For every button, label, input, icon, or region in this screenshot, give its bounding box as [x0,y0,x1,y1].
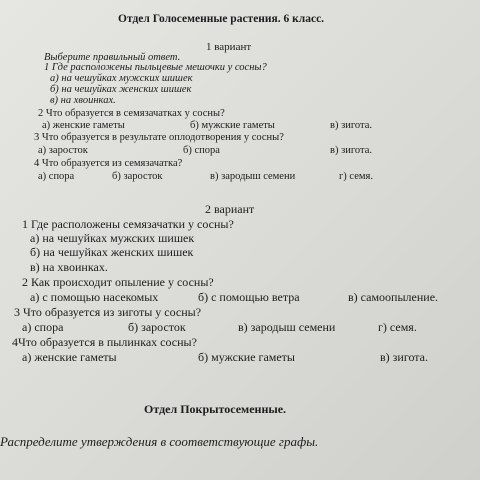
v2-question-1: 1 Где расположены семязачатки у сосны? [22,217,234,231]
v1-question-2: 2 Что образуется в семязачатках у сосны? [38,108,225,119]
v2-question-3: 3 Что образуется из зиготы у сосны? [14,305,202,319]
v1-q1-option-a: а) на чешуйках мужских шишек [50,73,193,84]
v2-q4-option-a: а) женские гаметы [22,350,117,364]
v1-q3-option-c: в) зигота. [330,145,373,156]
v1-q4-option-d: г) семя. [339,171,373,182]
variant-2-heading: 2 вариант [205,202,255,216]
v1-q1-option-b: б) на чешуйках женских шишек [50,84,192,95]
v2-q1-option-a: а) на чешуйках мужских шишек [30,231,195,245]
v2-q1-option-c: в) на хвоинках. [30,260,108,274]
v2-q1-option-b: б) на чешуйках женских шишек [30,245,194,259]
v2-q3-option-a: а) спора [22,320,64,334]
v2-question-4: 4Что образуется в пылинках сосны? [12,335,197,349]
v1-question-4: 4 Что образуется из семязачатка? [34,158,183,169]
v1-q2-option-a: а) женские гаметы [42,120,125,131]
v2-q2-option-c: в) самоопыление. [348,290,439,304]
v2-question-2: 2 Как происходит опыление у сосны? [22,275,214,289]
v2-q3-option-b: б) заросток [128,320,186,334]
v2-q3-option-c: в) зародыш семени [238,320,336,334]
section-2-title: Отдел Покрытосеменные. [144,402,287,416]
variant-1-heading: 1 вариант [206,41,252,53]
v2-q4-option-b: б) мужские гаметы [198,350,295,364]
v1-q2-option-b: б) мужские гаметы [190,120,275,131]
section-2-instruction: Распределите утверждения в соответствующие графы. [0,434,319,449]
v1-q4-option-c: в) зародыш семени [210,171,296,182]
variant-1-instruction: Выберите правильный ответ. [44,52,181,63]
v2-q3-option-d: г) семя. [378,320,417,334]
v2-q2-option-b: б) с помощью ветра [198,290,300,304]
page-title: Отдел Голосеменные растения. 6 класс. [118,13,325,25]
v1-q4-option-a: а) спора [38,171,75,182]
v1-q3-option-a: а) заросток [38,145,88,156]
v1-q1-option-c: в) на хвоинках. [50,95,116,106]
v1-question-3: 3 Что образуется в результате оплодотворения у сосны? [34,132,284,143]
v2-q4-option-c: в) зигота. [380,350,429,364]
v1-q4-option-b: б) заросток [112,171,163,182]
v1-q3-option-b: б) спора [183,145,220,156]
v1-q2-option-c: в) зигота. [330,120,373,131]
v2-q2-option-a: а) с помощью насекомых [30,290,159,304]
v1-question-1: 1 Где расположены пыльцевые мешочки у сосны? [44,62,267,73]
